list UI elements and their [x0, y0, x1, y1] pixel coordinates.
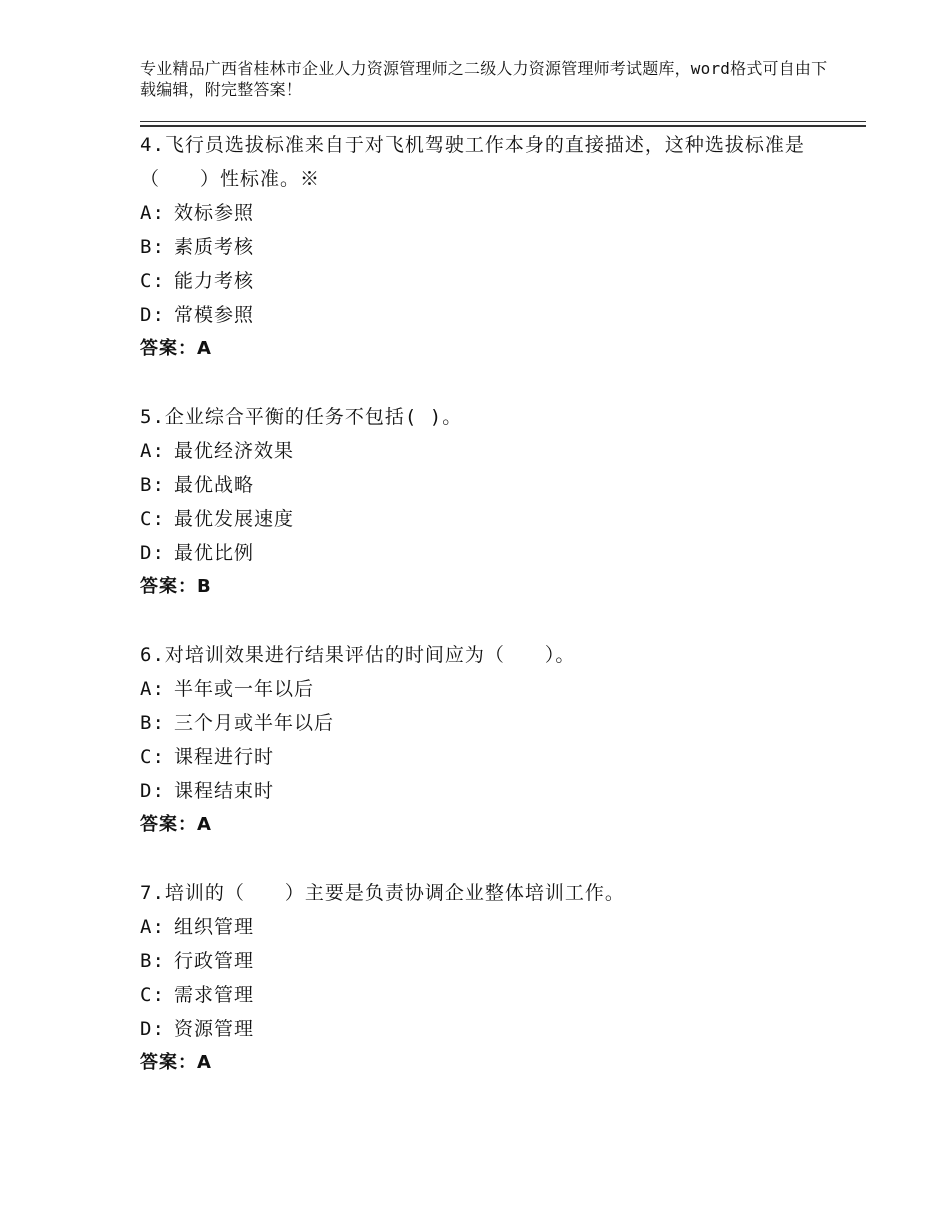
option-letter: C: [140, 508, 165, 530]
question-list [140, 128, 830, 1114]
question-text: 5.企业综合平衡的任务不包括( )。 [140, 406, 463, 428]
option-text: 课程进行时 [174, 746, 275, 768]
option-text: 能力考核 [174, 270, 255, 292]
option-text: 三个月或半年以后 [174, 712, 335, 734]
option-c [140, 740, 830, 774]
option-a [140, 434, 830, 468]
option-b [140, 230, 830, 264]
question-text: 6.对培训效果进行结果评估的时间应为（ ）。 [140, 644, 576, 666]
option-text: 效标参照 [174, 202, 255, 224]
answer: 答案：B [140, 576, 212, 597]
option-letter: C: [140, 984, 165, 1006]
answer: 答案：A [140, 814, 212, 835]
option-text: 最优战略 [174, 474, 255, 496]
question-text: 7.培训的（ ）主要是负责协调企业整体培训工作。 [140, 882, 625, 904]
option-letter: A: [140, 440, 165, 462]
option-letter: A: [140, 202, 165, 224]
option-letter: B: [140, 236, 165, 258]
option-b [140, 468, 830, 502]
option-text: 需求管理 [174, 984, 255, 1006]
option-letter: B: [140, 950, 165, 972]
option-letter: D: [140, 304, 165, 326]
option-d [140, 536, 830, 570]
option-text: 组织管理 [174, 916, 255, 938]
option-letter: D: [140, 780, 165, 802]
question-4 [140, 128, 830, 366]
answer: 答案：A [140, 338, 212, 359]
option-letter: C: [140, 270, 165, 292]
option-text: 最优比例 [174, 542, 255, 564]
option-d [140, 774, 830, 808]
option-text: 半年或一年以后 [174, 678, 315, 700]
option-text: 最优发展速度 [174, 508, 295, 530]
question-7 [140, 876, 830, 1080]
option-letter: D: [140, 1018, 165, 1040]
option-d [140, 298, 830, 332]
header-rule-thick [140, 125, 866, 127]
question-5 [140, 400, 830, 604]
option-letter: B: [140, 712, 165, 734]
option-c [140, 978, 830, 1012]
option-letter: A: [140, 678, 165, 700]
option-text: 课程结束时 [174, 780, 275, 802]
option-text: 行政管理 [174, 950, 255, 972]
option-letter: C: [140, 746, 165, 768]
option-text: 资源管理 [174, 1018, 255, 1040]
document-header: 专业精品广西省桂林市企业人力资源管理师之二级人力资源管理师考试题库，word格式可自由下载编辑，附完整答案！ [140, 59, 828, 99]
option-c [140, 502, 830, 536]
option-a [140, 910, 830, 944]
option-text: 最优经济效果 [174, 440, 295, 462]
option-c [140, 264, 830, 298]
option-b [140, 706, 830, 740]
option-letter: B: [140, 474, 165, 496]
option-letter: D: [140, 542, 165, 564]
option-d [140, 1012, 830, 1046]
option-b [140, 944, 830, 978]
option-text: 素质考核 [174, 236, 255, 258]
question-text: 4.飞行员选拔标准来自于对飞机驾驶工作本身的直接描述，这种选拔标准是（ ）性标准。※ [140, 134, 805, 190]
header-rule-thin [140, 121, 866, 122]
option-a [140, 196, 830, 230]
option-text: 常模参照 [174, 304, 255, 326]
option-a [140, 672, 830, 706]
question-6 [140, 638, 830, 842]
option-letter: A: [140, 916, 165, 938]
answer: 答案：A [140, 1052, 212, 1073]
